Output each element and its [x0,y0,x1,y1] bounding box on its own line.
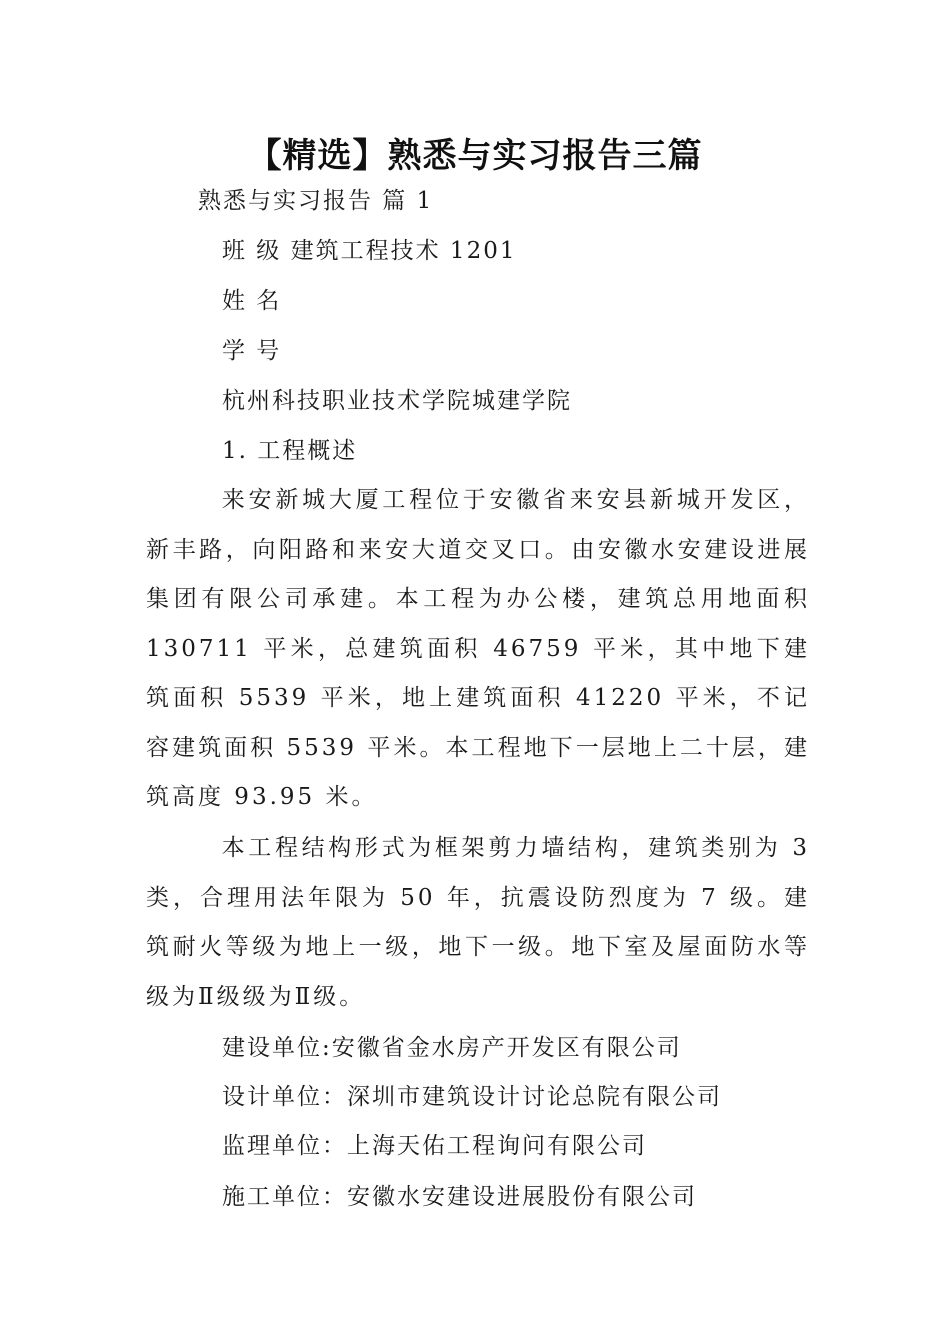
construction-unit: 建设单位:安徽省金水房产开发区有限公司 [222,1035,682,1061]
school-field: 杭州科技职业技术学院城建学院 [222,388,572,414]
class-field: 班 级 建筑工程技术 1201 [222,238,517,264]
paragraph-text: 本工程结构形式为框架剪力墙结构，建筑类别为 3 类，合理用法年限为 50 年，抗震设防烈度为 7 级。建筑耐火等级为地上一级，地下一级。地下室及屋面防水等级为Ⅱ级级为Ⅱ级。 [146,835,810,1010]
paragraph-text: 来安新城大厦工程位于安徽省来安县新城开发区，新丰路，向阳路和来安大道交叉口。由安徽水安建设进展集团有限公司承建。本工程为办公楼，建筑总用地面积 130711 平米，总建筑面积 46759 平米，其中地下建筑面积 5539 平米，地上建筑面积 41220 平米，不记容建筑面积 5539 平米。本工程地下一层地上二十层，建筑高度 93.95 米。 [146,487,810,810]
student-id-field: 学 号 [222,338,282,364]
document-title: 【精选】熟悉与实习报告三篇 [247,136,703,176]
report-subtitle: 熟悉与实习报告 篇 1 [198,188,434,214]
design-unit: 设计单位：深圳市建筑设计讨论总院有限公司 [222,1084,722,1110]
paragraph-structure [146,824,810,1022]
name-field: 姓 名 [222,288,282,314]
contractor-unit: 施工单位：安徽水安建设进展股份有限公司 [222,1184,697,1210]
supervision-unit: 监理单位：上海天佑工程询问有限公司 [222,1133,647,1159]
paragraph-overview [146,476,810,823]
section-heading: 1. 工程概述 [222,438,358,464]
